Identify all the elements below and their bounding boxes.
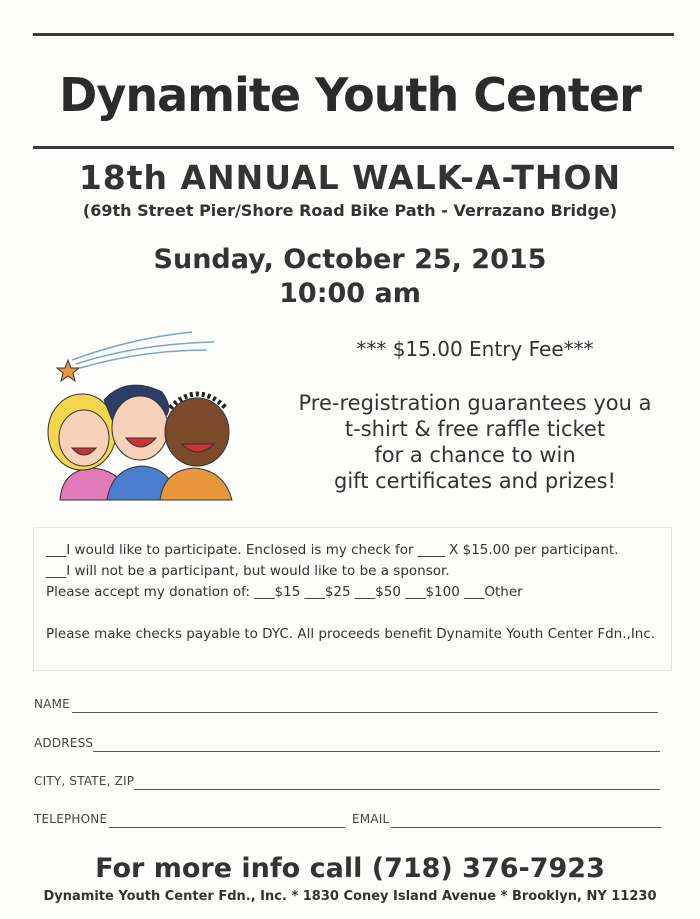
name-label: NAME <box>34 697 70 711</box>
organization-title: Dynamite Youth Center <box>59 68 641 122</box>
participate-option[interactable]: ___I would like to participate. Enclosed is my check for ____ X $15.00 per participant. <box>46 542 619 558</box>
telephone-field[interactable] <box>109 827 345 828</box>
promo-line: gift certificates and prizes! <box>334 469 616 493</box>
promo-line: for a chance to win <box>374 443 576 467</box>
event-time: 10:00 am <box>279 278 421 309</box>
address-label: ADDRESS <box>34 736 94 750</box>
promo-line: Pre-registration guarantees you a <box>298 391 652 415</box>
city-state-zip-label: CITY, STATE, ZIP <box>34 774 135 788</box>
contact-phone: For more info call (718) 376-7923 <box>95 853 605 884</box>
telephone-label: TELEPHONE <box>34 812 108 826</box>
donation-options[interactable]: Please accept my donation of: ___$15 ___$25 ___$50 ___$100 ___Other <box>46 584 523 600</box>
title-rule <box>33 146 674 149</box>
city-state-zip-field[interactable] <box>134 789 660 790</box>
kids-shooting-star-icon <box>42 320 242 505</box>
top-rule <box>33 33 674 36</box>
payable-note: Please make checks payable to DYC. All proceeds benefit Dynamite Youth Center Fdn.,Inc. <box>46 626 656 642</box>
footer-address: Dynamite Youth Center Fdn., Inc. * 1830 Coney Island Avenue * Brooklyn, NY 11230 <box>43 889 657 904</box>
name-field[interactable] <box>72 712 658 713</box>
sponsor-option[interactable]: ___I will not be a participant, but would like to be a sponsor. <box>46 563 450 579</box>
event-title: 18th ANNUAL WALK-A-THON <box>78 158 622 197</box>
entry-fee: *** $15.00 Entry Fee*** <box>356 337 594 361</box>
promo-text <box>285 390 665 494</box>
email-field[interactable] <box>391 827 661 828</box>
promo-line: t-shirt & free raffle ticket <box>344 417 606 441</box>
address-field[interactable] <box>93 751 660 752</box>
event-date: Sunday, October 25, 2015 <box>153 244 547 275</box>
email-label: EMAIL <box>352 812 390 826</box>
route-text: (69th Street Pier/Shore Road Bike Path - Verrazano Bridge) <box>82 201 618 220</box>
